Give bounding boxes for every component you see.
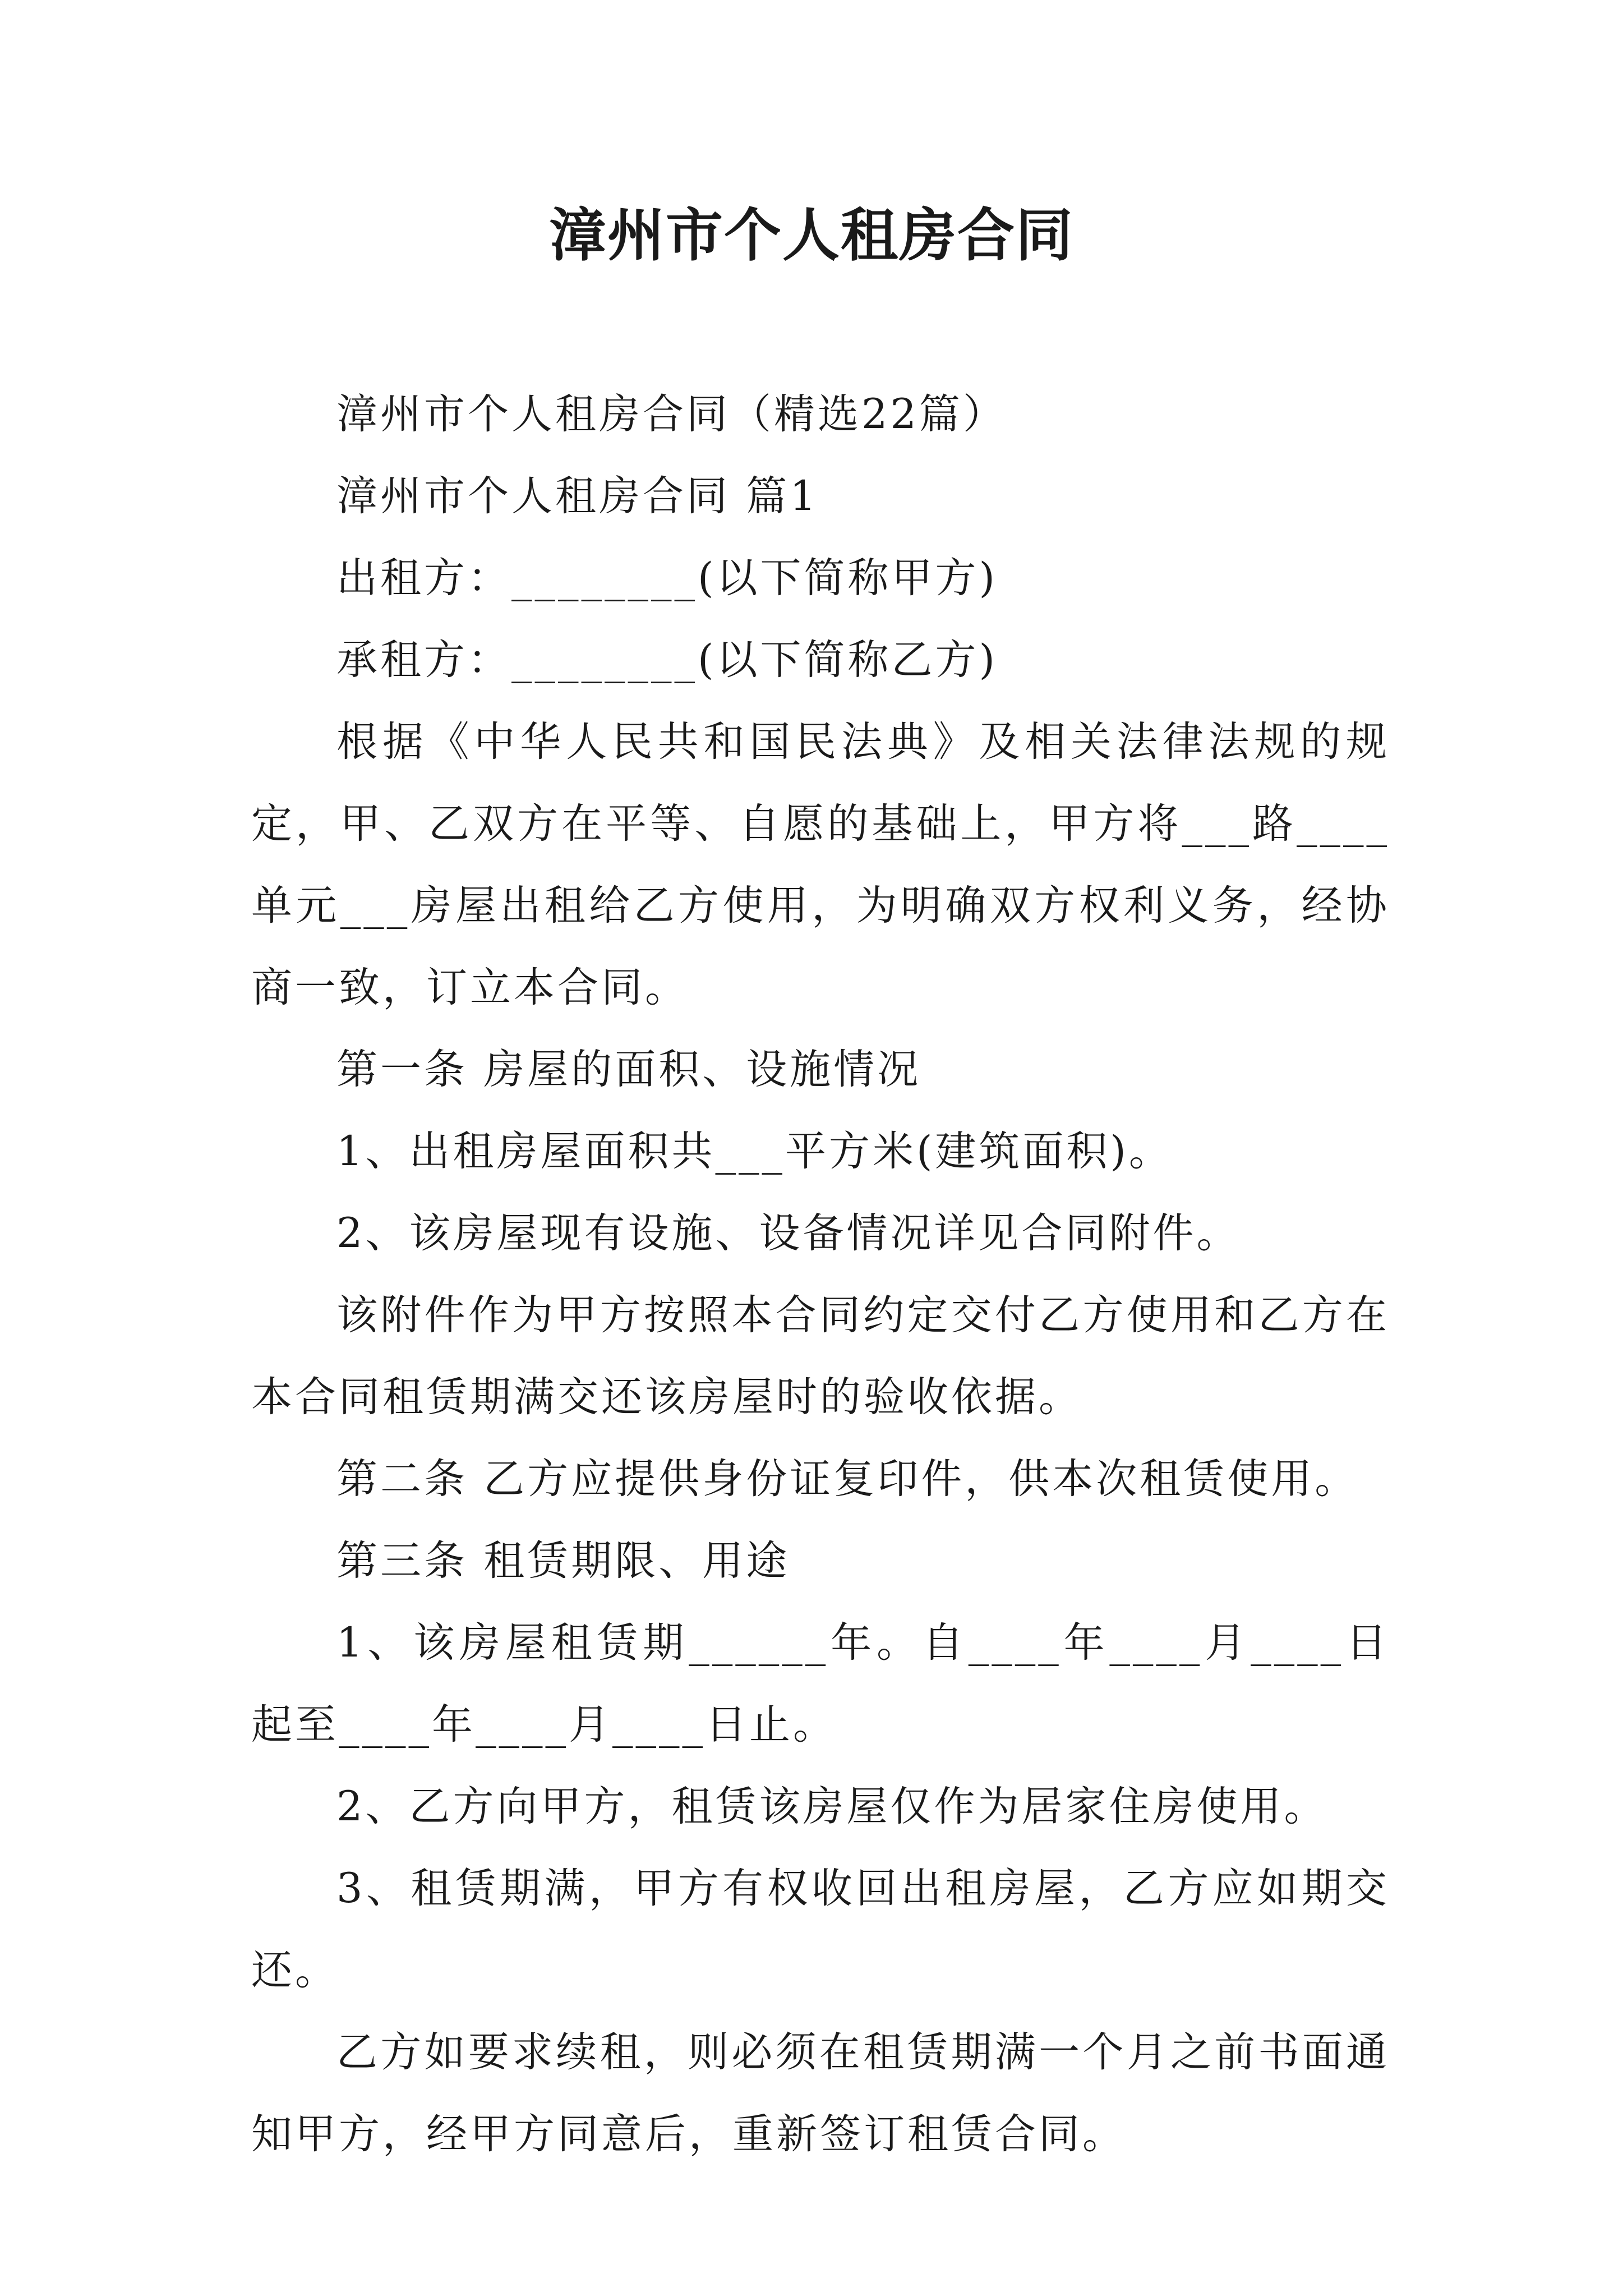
- paragraph-renewal: 乙方如要求续租，则必须在租赁期满一个月之前书面通知甲方，经甲方同意后，重新签订租赁合同。: [251, 2028, 1390, 2158]
- paragraph-lessee: 承租方：________(以下简称乙方): [336, 636, 998, 684]
- paragraph-article-1-item-2: 2、该房屋现有设施、设备情况详见合同附件。: [336, 1209, 1241, 1257]
- paragraph-article-3: 第三条 租赁期限、用途: [336, 1537, 790, 1585]
- paragraph-article-1: 第一条 房屋的面积、设施情况: [336, 1046, 921, 1093]
- document-body: [251, 374, 1390, 2175]
- document-title: 漳州市个人租房合同: [549, 202, 1074, 269]
- paragraph-lessor: 出租方：________(以下简称甲方): [336, 554, 998, 602]
- paragraph-article-1-item-1: 1、出租房屋面积共___平方米(建筑面积)。: [336, 1128, 1173, 1175]
- paragraph-article-3-item-2: 2、乙方向甲方，租赁该房屋仅作为居家住房使用。: [336, 1783, 1328, 1830]
- paragraph-section-heading: 漳州市个人租房合同 篇1: [336, 472, 819, 520]
- paragraph-preamble: 根据《中华人民共和国民法典》及相关法律法规的规定，甲、乙双方在平等、自愿的基础上，甲方将___路____单元___房屋出租给乙方使用，为明确双方权利义务，经协商一致，订立本合同。: [251, 718, 1390, 1011]
- paragraph-article-2: 第二条 乙方应提供身份证复印件，供本次租赁使用。: [336, 1455, 1359, 1503]
- paragraph-article-3-item-3: 3、租赁期满，甲方有权收回出租房屋，乙方应如期交还。: [251, 1865, 1390, 1994]
- paragraph-attachment-note: 该附件作为甲方按照本合同约定交付乙方使用和乙方在本合同租赁期满交还该房屋时的验收依据。: [251, 1291, 1390, 1421]
- paragraph-article-3-item-1: 1、该房屋租赁期______年。自____年____月____日起至____年____月____日止。: [251, 1619, 1390, 1749]
- paragraph-subtitle: 漳州市个人租房合同（精选22篇）: [336, 390, 1007, 438]
